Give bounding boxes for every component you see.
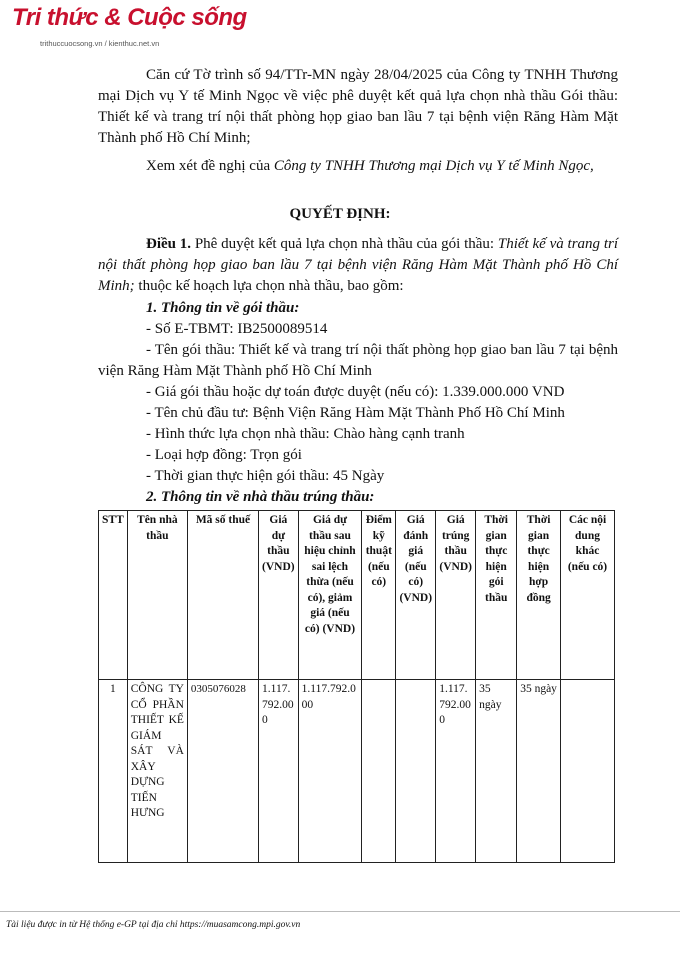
review-company: Công ty TNHH Thương mại Dịch vụ Y tế Minh Ngọc, xyxy=(273,158,594,174)
section-1-title: 1. Thông tin về gói thầu: xyxy=(146,300,300,316)
cell-bid-price: 1.117.792.000 xyxy=(259,680,299,863)
selection-method: - Hình thức lựa chọn nhà thầu: Chào hàng cạnh tranh xyxy=(146,426,465,442)
cell-winning-price: 1.117.792.000 xyxy=(436,680,476,863)
contract-type: - Loại hợp đồng: Trọn gói xyxy=(146,447,302,463)
table-header-row xyxy=(99,511,615,680)
logo-text: Tri thức & Cuộc sống xyxy=(12,4,247,31)
cell-other xyxy=(561,680,615,863)
footer-divider xyxy=(0,911,680,912)
cell-contractor-name: CÔNG TY CỔ PHẦN THIẾT KẾ GIÁM SÁT VÀ XÂY DỰNG TIẾN HƯNG xyxy=(127,680,187,863)
header-tax-code: Mã số thuế xyxy=(187,511,258,680)
header-winning-price: Giá trúng thầu (VND) xyxy=(436,511,476,680)
article-text-suffix: thuộc kế hoạch lựa chọn nhà thầu, bao gồm: xyxy=(134,278,404,294)
section-2-title: 2. Thông tin về nhà thầu trúng thầu: xyxy=(146,489,375,505)
package-price: - Giá gói thầu hoặc dự toán được duyệt (nếu có): 1.339.000.000 VND xyxy=(146,384,565,400)
header-tech-score: Điểm kỹ thuật (nếu có) xyxy=(362,511,396,680)
header-contract-time: Thời gian thực hiện hợp đồng xyxy=(517,511,561,680)
header-evaluated-price: Giá đánh giá (nếu có) (VND) xyxy=(396,511,436,680)
review-prefix: Xem xét đề nghị của xyxy=(146,158,274,174)
header-other: Các nội dung khác (nếu có) xyxy=(561,511,615,680)
header-bid-price: Giá dự thầu (VND) xyxy=(259,511,299,680)
egp-number: - Số E-TBMT: IB2500089514 xyxy=(146,321,328,337)
package-name-line: - Tên gói thầu: Thiết kế và trang trí nội thất phòng họp giao ban lầu 7 tại bệnh viện Răng Hàm Mặt Thành phố Hồ Chí Minh xyxy=(98,342,618,379)
cell-tax-code: 0305076028 xyxy=(187,680,258,863)
footer-note: Tài liệu được in từ Hệ thống e-GP tại địa chỉ https://muasamcong.mpi.gov.vn xyxy=(6,920,301,930)
header-package-time: Thời gian thực hiện gói thầu xyxy=(476,511,517,680)
article-1 xyxy=(98,234,618,297)
logo-subtitle: trithuccuocsong.vn / kienthuc.net.vn xyxy=(40,39,160,48)
site-logo xyxy=(12,4,247,52)
header-adjusted-price: Giá dự thầu sau hiệu chỉnh sai lệch thừa (nếu có), giảm giá (nếu có) (VND) xyxy=(298,511,362,680)
article-label: Điều 1. xyxy=(146,236,192,252)
cell-evaluated-price xyxy=(396,680,436,863)
cell-tech-score xyxy=(362,680,396,863)
cell-package-time: 35 ngày xyxy=(476,680,517,863)
header-stt: STT xyxy=(99,511,128,680)
package-duration: - Thời gian thực hiện gói thầu: 45 Ngày xyxy=(146,468,385,484)
investor-name: - Tên chủ đầu tư: Bệnh Viện Răng Hàm Mặt Thành Phố Hồ Chí Minh xyxy=(146,405,565,421)
winner-table xyxy=(98,510,615,863)
intro-paragraph: Căn cứ Tờ trình số 94/TTr-MN ngày 28/04/2025 của Công ty TNHH Thương mại Dịch vụ Y tế Minh Ngọc về việc phê duyệt kết quả lựa chọn nhà thầu Gói thầu: Thiết kế và trang trí nội thất phòng họp giao ban lầu 7 tại bệnh viện Răng Hàm Mặt Thành phố Hồ Chí Minh; xyxy=(98,67,618,146)
package-name: Thiết kế và trang trí nội thất phòng họp giao ban lầu 7 tại bệnh viện Răng Hàm Mặt Thành phố Hồ Chí Minh; xyxy=(98,236,618,294)
cell-adjusted-price: 1.117.792.000 xyxy=(298,680,362,863)
review-paragraph xyxy=(98,156,618,177)
cell-contract-time: 35 ngày xyxy=(517,680,561,863)
article-text-prefix: Phê duyệt kết quả lựa chọn nhà thầu của gói thầu: xyxy=(191,236,498,252)
cell-stt: 1 xyxy=(99,680,128,863)
header-contractor-name: Tên nhà thầu xyxy=(127,511,187,680)
table-row xyxy=(99,680,615,863)
decision-title: QUYẾT ĐỊNH: xyxy=(289,206,391,222)
